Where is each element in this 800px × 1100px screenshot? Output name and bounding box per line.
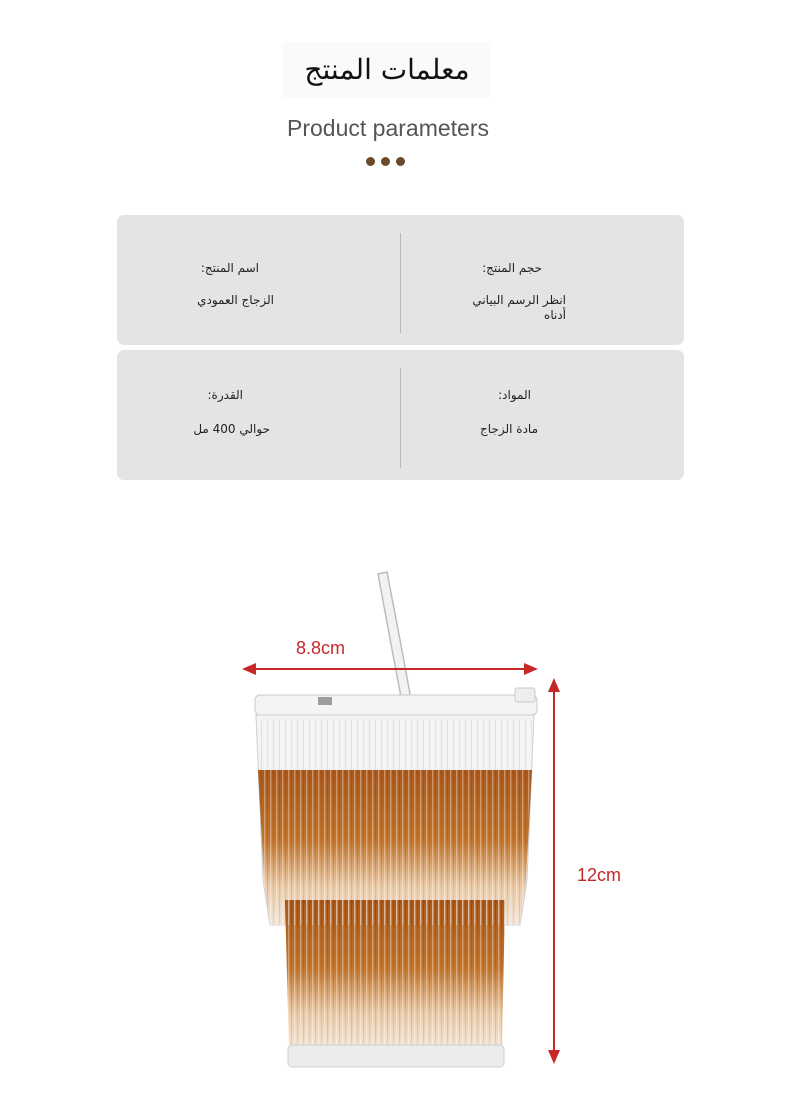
- dot: [396, 157, 405, 166]
- spec-value-name: الزجاج العمودي: [197, 293, 274, 307]
- card-divider: [400, 368, 401, 468]
- title-english: Product parameters: [287, 115, 489, 141]
- spec-value-size-line1: انظر الرسم البياني: [472, 293, 566, 307]
- spec-label-size: حجم المنتج:: [482, 261, 542, 275]
- height-dimension-label: 12cm: [577, 865, 622, 885]
- spec-label-material: المواد:: [498, 388, 531, 402]
- spec-value-material: مادة الزجاج: [480, 422, 538, 436]
- glass-illustration: [0, 540, 800, 1096]
- width-dimension-label: 8.8cm: [296, 638, 346, 658]
- spec-label-name: اسم المنتج:: [200, 261, 259, 275]
- spec-value-size-line2: أدناه: [544, 308, 566, 322]
- product-photo: [0, 540, 800, 1096]
- title-arabic: معلمات المنتج: [283, 42, 491, 98]
- spec-card-size-name: [117, 215, 684, 345]
- spec-label-capacity: القدرة:: [207, 388, 243, 402]
- spec-card-material-capacity: [117, 350, 684, 480]
- decorative-dots: [366, 157, 405, 166]
- spec-value-capacity: حوالي 400 مل: [193, 422, 270, 436]
- dot: [381, 157, 390, 166]
- card-divider: [400, 233, 401, 333]
- dot: [366, 157, 375, 166]
